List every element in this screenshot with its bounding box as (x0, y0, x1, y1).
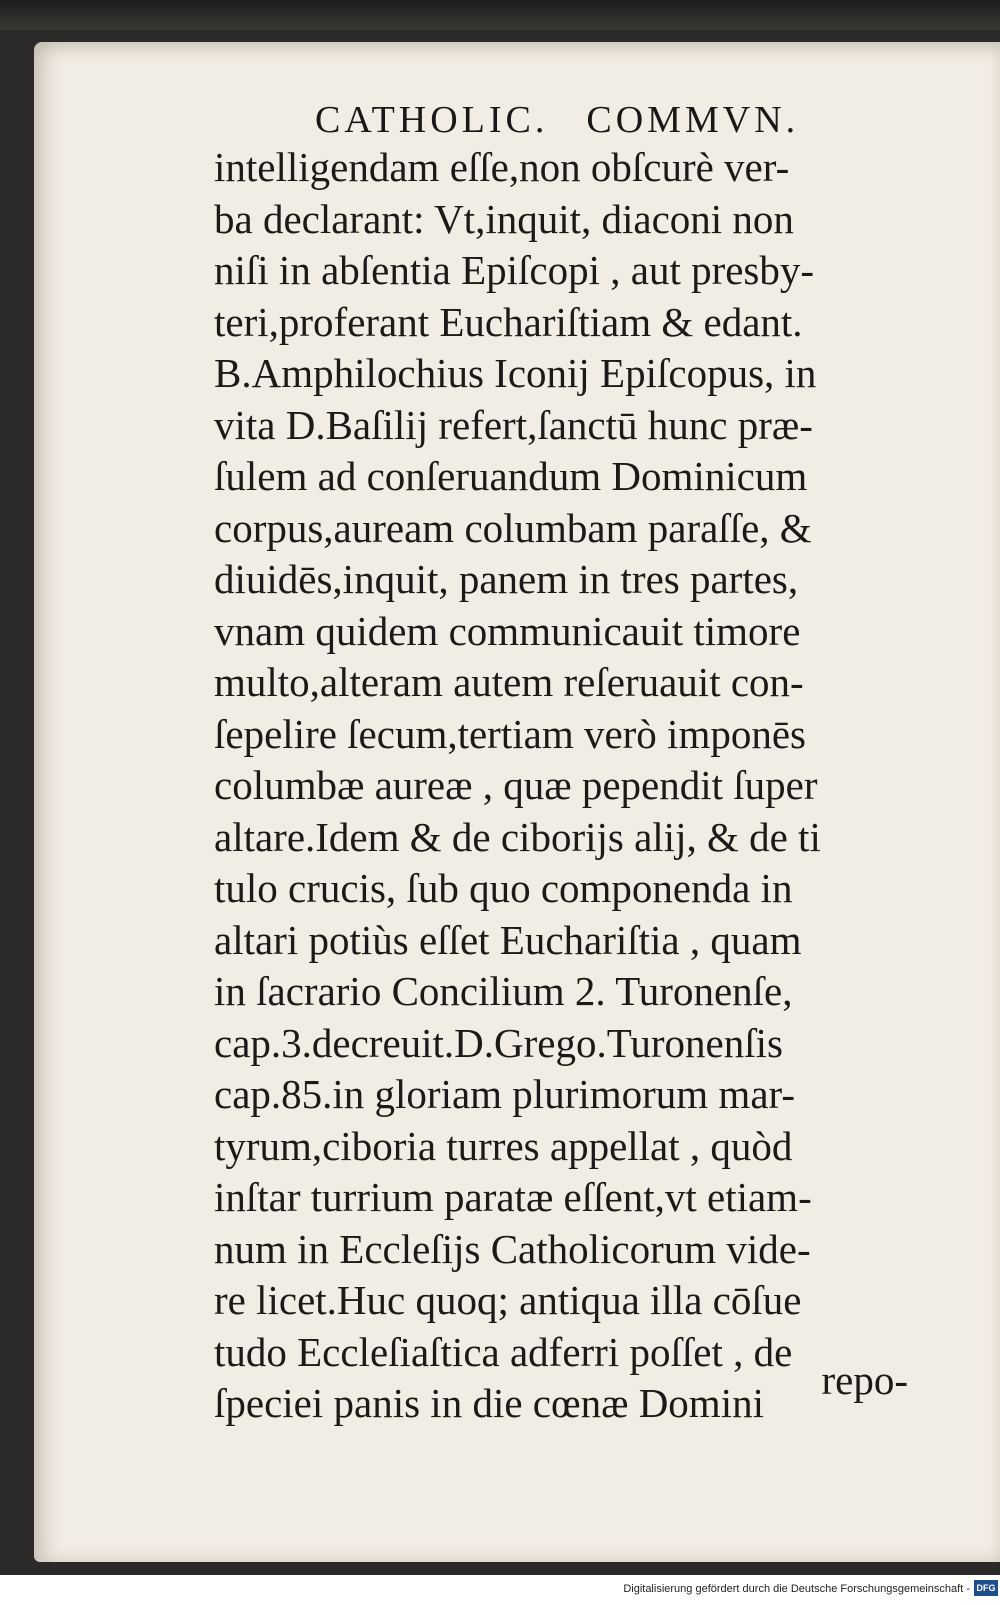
text-line: diuidēs,inquit, panem in tres partes, (214, 556, 799, 602)
dfg-logo-icon: DFG (974, 1580, 998, 1596)
text-line: niſi in abſentia Epiſcopi , aut presby- (214, 247, 815, 293)
text-line: teri,proferant Euchariſtiam & edant. (214, 298, 803, 345)
text-line: in ſacrario Concilium 2. Turonenſe, (214, 968, 793, 1014)
text-line: corpus,auream columbam paraſſe, & (214, 504, 812, 551)
text-line: num in Eccleſijs Catholicorum vide- (214, 1225, 811, 1272)
funding-credit: Digitalisierung gefördert durch die Deutsche Forschungsgemeinschaft - (623, 1583, 970, 1595)
running-header-left: CATHOLIC. (315, 99, 549, 141)
text-line: inſtar turrium paratæ eſſent,vt etiam- (214, 1174, 812, 1220)
text-line: ba declarant: Vt,inquit, diaconi non (214, 195, 794, 242)
text-line: cap.85.in gloriam plurimorum mar- (214, 1071, 796, 1117)
text-line: altari potiùs eſſet Euchariſtia , quam (214, 916, 802, 963)
running-header (315, 98, 800, 142)
text-line: tyrum,ciboria turres appellat , quòd (214, 1122, 793, 1169)
text-line: re licet.Huc quoq; antiqua illa cōſue (214, 1277, 802, 1323)
text-line: tudo Eccleſiaſtica adferri poſſet , de (214, 1328, 793, 1375)
page-body-text (214, 142, 914, 1430)
text-line: ſpeciei panis in die cœnæ Domini (214, 1380, 764, 1426)
text-line: tulo crucis, ſub quo componenda in (214, 865, 793, 911)
text-line: multo,alteram autem reſeruauit con- (214, 659, 804, 705)
catchword: repo- (821, 1357, 908, 1403)
text-line: altare.Idem & de ciborijs alij, & de ti (214, 813, 821, 860)
text-line: vita D.Baſilij refert,ſanctū hunc præ- (214, 401, 813, 448)
text-line: intelligendam eſſe,non obſcurè ver- (214, 144, 790, 190)
text-line: ſepelire ſecum,tertiam verò imponēs (214, 710, 806, 757)
text-line: cap.3.decreuit.D.Grego.Turonenſis (214, 1019, 783, 1066)
text-line: ſulem ad conſeruandum Dominicum (214, 453, 808, 499)
text-line: B.Amphilochius Iconij Epiſcopus, in (214, 350, 817, 396)
text-line: columbæ aureæ , quæ pependit ſuper (214, 762, 818, 808)
scan-top-edge (0, 0, 1000, 30)
text-line: vnam quidem communicauit timore (214, 607, 801, 654)
running-header-right: COMMVN. (586, 99, 800, 141)
